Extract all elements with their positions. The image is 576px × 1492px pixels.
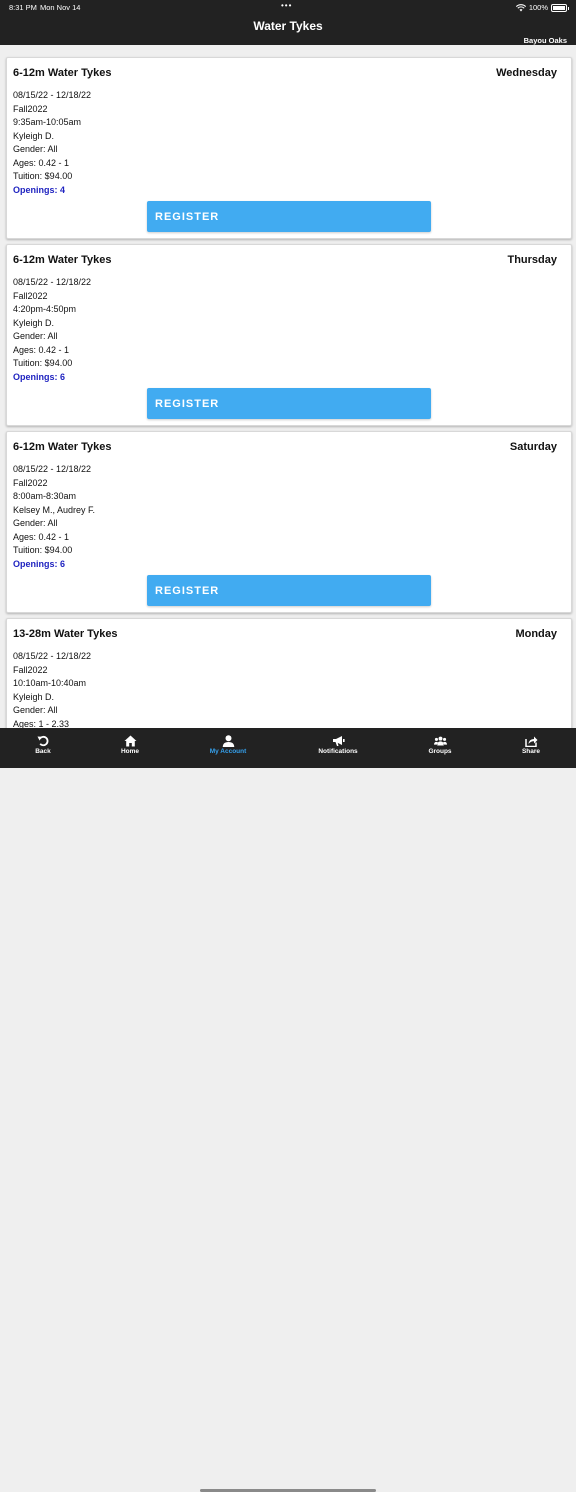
class-list[interactable]	[0, 45, 576, 728]
class-time: 9:35am-10:05am	[13, 117, 82, 127]
class-dates: 08/15/22 - 12/18/22	[13, 90, 92, 100]
tab-label: My Account	[209, 748, 247, 755]
battery-percent: 100%	[528, 3, 548, 12]
tab-notifications[interactable]	[298, 728, 378, 768]
status-right	[516, 3, 567, 12]
class-ages: Ages: 0.42 - 1	[13, 344, 70, 355]
class-instructor: Kyleigh D.	[13, 130, 55, 141]
account-icon	[222, 735, 235, 747]
class-card	[6, 431, 572, 613]
tab-my-account[interactable]	[188, 728, 268, 768]
class-day: Wednesday	[496, 67, 557, 79]
class-dates: 08/15/22 - 12/18/22	[13, 651, 92, 661]
class-session: Fall2022	[13, 477, 48, 488]
class-gender: Gender: All	[13, 144, 58, 154]
tab-groups[interactable]	[400, 728, 480, 768]
class-gender: Gender: All	[13, 518, 58, 528]
class-openings: Openings: 6	[13, 371, 66, 382]
class-time: 4:20pm-4:50pm	[13, 304, 77, 314]
class-card	[6, 618, 572, 728]
battery-icon	[551, 4, 567, 12]
class-details	[13, 650, 91, 728]
register-button[interactable]: REGISTER	[147, 575, 431, 606]
tab-label: Back	[35, 748, 51, 755]
class-name: 6-12m Water Tykes	[13, 67, 112, 79]
tab-label: Groups	[428, 748, 452, 755]
class-tuition: Tuition: $94.00	[13, 358, 73, 368]
class-day: Saturday	[509, 441, 557, 453]
class-day: Monday	[515, 628, 557, 640]
class-dates: 08/15/22 - 12/18/22	[13, 277, 92, 287]
tab-label: Notifications	[318, 748, 358, 755]
megaphone-icon	[332, 735, 345, 747]
class-session: Fall2022	[13, 664, 48, 675]
class-details	[13, 89, 91, 197]
tab-share[interactable]	[491, 728, 571, 768]
class-time: 8:00am-8:30am	[13, 491, 77, 501]
class-dates: 08/15/22 - 12/18/22	[13, 464, 92, 474]
register-button[interactable]: REGISTER	[147, 388, 431, 419]
class-session: Fall2022	[13, 103, 48, 114]
class-instructor: Kyleigh D.	[13, 317, 55, 328]
status-date: Mon Nov 14	[40, 3, 81, 12]
tab-home[interactable]	[90, 728, 170, 768]
class-name: 6-12m Water Tykes	[13, 441, 112, 453]
class-instructor: Kyleigh D.	[13, 691, 55, 702]
home-icon	[124, 735, 137, 747]
tab-back[interactable]	[3, 728, 83, 768]
class-tuition: Tuition: $94.00	[13, 545, 73, 555]
share-icon	[525, 735, 538, 747]
class-time: 10:10am-10:40am	[13, 678, 87, 688]
class-openings: Openings: 4	[13, 184, 66, 195]
class-openings: Openings: 6	[13, 558, 66, 569]
class-name: 6-12m Water Tykes	[13, 254, 112, 266]
class-instructor: Kelsey M., Audrey F.	[13, 504, 96, 515]
tab-label: Home	[120, 748, 140, 755]
class-details	[13, 276, 91, 384]
class-gender: Gender: All	[13, 705, 58, 715]
multitasking-dots[interactable]: •••	[281, 1, 293, 10]
class-ages: Ages: 1 - 2.33	[13, 718, 70, 728]
groups-icon	[434, 735, 447, 747]
class-card	[6, 57, 572, 239]
class-details	[13, 463, 95, 571]
class-gender: Gender: All	[13, 331, 58, 341]
app-header	[0, 14, 576, 45]
class-session: Fall2022	[13, 290, 48, 301]
class-tuition: Tuition: $94.00	[13, 171, 73, 181]
class-ages: Ages: 0.42 - 1	[13, 157, 70, 168]
bottom-tab-bar	[0, 728, 576, 768]
class-ages: Ages: 0.42 - 1	[13, 531, 70, 542]
class-day: Thursday	[507, 254, 557, 266]
register-button[interactable]: REGISTER	[147, 201, 431, 232]
class-card	[6, 244, 572, 426]
tab-label: Share	[521, 748, 541, 755]
page-title: Water Tykes	[253, 19, 323, 33]
location-label: Bayou Oaks	[523, 36, 567, 45]
class-name: 13-28m Water Tykes	[13, 628, 118, 640]
back-arrow-icon	[37, 735, 50, 747]
status-time: 8:31 PM	[9, 3, 37, 12]
wifi-icon	[516, 4, 526, 12]
status-bar	[0, 0, 576, 14]
